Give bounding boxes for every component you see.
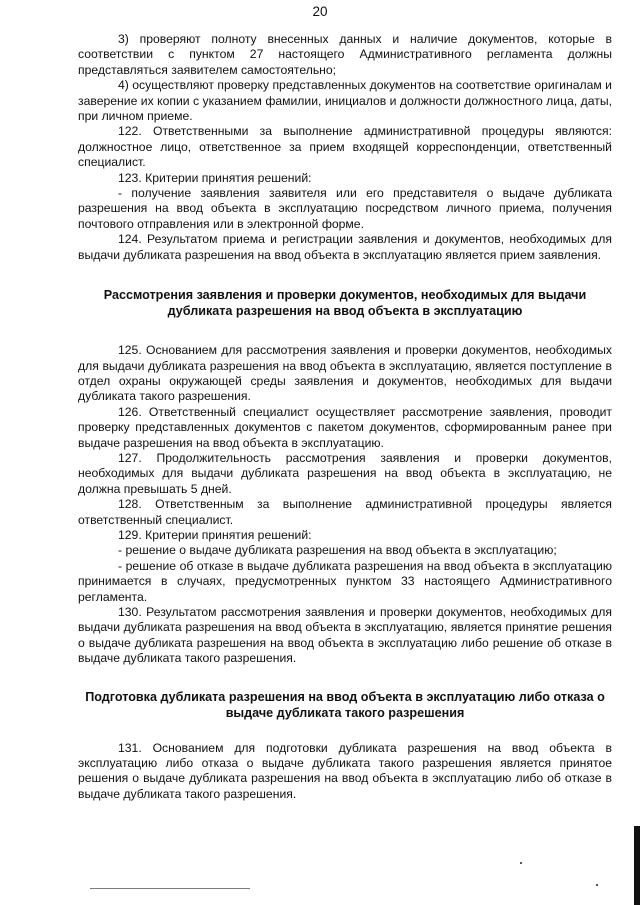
paragraph-127: 127. Продолжительность рассмотрения заявления и проверки документов, необходимых для выдачи дубликата разрешения на ввод объекта в эксплуатацию, не должна превышать 5 дней. xyxy=(78,450,612,496)
paragraph-130: 130. Результатом рассмотрения заявления и проверки документов, необходимых для выдачи дубликата разрешения на ввод объекта в эксплуатацию, является принятие решения о выдаче дубликата разрешения на ввод объекта в эксплуатацию либо решение об отказе в выдаче дубликата такого разрешения. xyxy=(78,605,612,666)
paragraph-124: 124. Результатом приема и регистрации заявления и документов, необходимых для выдачи дубликата разрешения на ввод объекта в эксплуатацию является прием заявления. xyxy=(78,232,612,262)
paragraph-128: 128. Ответственным за выполнение административной процедуры является ответственный специалист. xyxy=(78,497,612,527)
paragraph-123-criterion: - получение заявления заявителя или его представителя о выдаче дубликата разрешения на ввод объекта в эксплуатацию посредством личного приема, получения почтового отправления или в электронной форме. xyxy=(78,186,612,231)
paragraph-129: 129. Критерии принятия решений: xyxy=(118,527,312,542)
scan-artifact-dot xyxy=(596,884,598,886)
paragraph-item-3: 3) проверяют полноту внесенных данных и наличие документов, которые в соответствии с пунктом 27 настоящего Административного регламента должны представляться заявителем самостоятельно; xyxy=(78,32,612,77)
paragraph-129-criterion-2: - решение об отказе в выдаче дубликата разрешения на ввод объекта в эксплуатацию принимается в случаях, предусмотренных пунктом 33 настоящего Административного регламента. xyxy=(78,558,612,604)
paragraph-item-4: 4) осуществляют проверку представленных документов на соответствие оригиналам и заверение их копии с указанием фамилии, инициалов и должности должностного лица, даты, при личном приеме. xyxy=(78,78,612,124)
page-number: 20 xyxy=(312,4,328,19)
paragraph-123: 123. Критерии принятия решений: xyxy=(118,170,312,185)
paragraph-131: 131. Основанием для подготовки дубликата разрешения на ввод объекта в эксплуатацию либо отказа о выдаче дубликата такого разрешения является принятое решения о выдаче дубликата разрешения на ввод объекта в эксплуатацию либо об отказе в выдаче дубликата такого разрешения. xyxy=(78,740,612,801)
paragraph-126: 126. Ответственный специалист осуществляет рассмотрение заявления, проводит проверку представленных документов с пакетом документов, сформированным ранее при выдаче разрешения на ввод объекта в эксплуатацию. xyxy=(78,404,612,450)
paragraph-125: 125. Основанием для рассмотрения заявления и проверки документов, необходимых для выдачи дубликата разрешения на ввод объекта в эксплуатацию, является поступление в отдел охраны окружающей среды заявления и документов, необходимых для выдачи дубликата такого разрешения. xyxy=(78,343,612,404)
paragraph-129-criterion-1: - решение о выдаче дубликата разрешения на ввод объекта в эксплуатацию; xyxy=(118,543,557,558)
scan-edge-shadow xyxy=(634,826,640,905)
section-heading-review: Рассмотрения заявления и проверки документов, необходимых для выдачи дубликата разрешения на ввод объекта в эксплуатацию xyxy=(103,288,587,319)
scan-artifact-line xyxy=(90,888,250,889)
paragraph-122: 122. Ответственными за выполнение административной процедуры являются: должностное лицо, ответственное за прием входящей корреспонденции, ответственный специалист. xyxy=(78,124,612,170)
section-heading-preparation: Подготовка дубликата разрешения на ввод объекта в эксплуатацию либо отказа о выдаче дубликата такого разрешения xyxy=(85,689,605,720)
document-body xyxy=(78,32,612,802)
scan-artifact-dot xyxy=(520,862,522,864)
